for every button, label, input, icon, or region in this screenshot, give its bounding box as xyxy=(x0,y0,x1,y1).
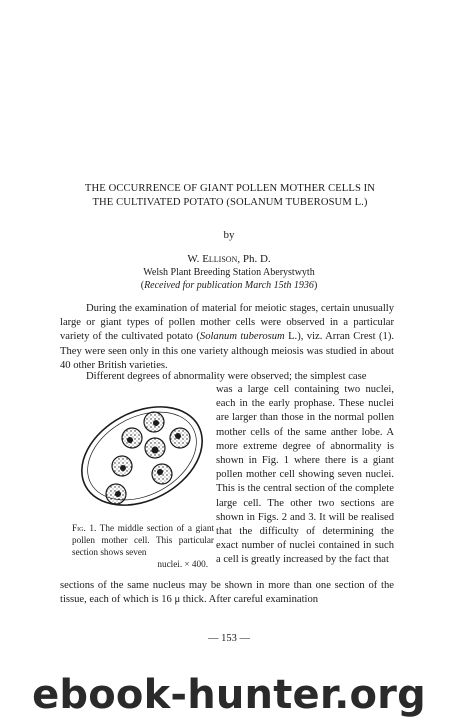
caption-label: Fig. 1. xyxy=(72,523,97,533)
by-line: by xyxy=(223,229,235,241)
figure-1-drawing xyxy=(74,398,210,514)
paper-title xyxy=(60,182,400,210)
affiliation: Welsh Plant Breeding Station Aberystwyth xyxy=(143,267,315,278)
para2-bottom-a: sections of the same nucleus may be shown in more than one section of the tissue, each of which is 16 xyxy=(60,580,394,606)
paragraph-2-first-line: Different degrees of abnormality were observed; the simplest case xyxy=(86,371,367,382)
mu-symbol: μ xyxy=(174,594,181,606)
para1-species: Solanum tuberosum xyxy=(199,331,285,343)
author-line xyxy=(0,253,458,265)
caption-text: The middle section of a giant pollen mother cell. This particular section shows seven xyxy=(72,523,214,557)
paragraph-2-continued xyxy=(60,579,394,607)
received-text: Received for publication March 15th 1936 xyxy=(144,280,314,291)
para2-bottom-b: thick. After careful examination xyxy=(180,594,319,606)
title-line-2: THE CULTIVATED POTATO (SOLANUM TUBEROSUM L.) xyxy=(92,197,368,208)
paragraph-2-wrapped-text: was a large cell containing two nuclei, each in the early prophase. These nuclei are larger than those in the normal pollen mother cells of the same anther lobe. A more extreme degree of abnormality is shown in Fig. 1 where there is a giant pollen mother cell showing seven nuclei. This is the central section of the complete large cell. The other two sections are shown in Figs. 2 and 3. It will be realised that the difficulty of determining the exact number of nuclei contained in such a cell is greatly increased by the fact that xyxy=(216,384,394,566)
caption-last-line: nuclei. × 400. xyxy=(157,559,208,569)
title-line-1: THE OCCURRENCE OF GIANT POLLEN MOTHER CELLS IN xyxy=(84,183,376,194)
para1-part-b: L.), viz. Arran Crest (1). They were seen only in this one variety although meiosis was studied in about 40 other British varieties. xyxy=(60,331,395,371)
author-surname: Ellison xyxy=(202,253,238,265)
giant-cell-illustration xyxy=(74,398,210,514)
author-degree: , Ph. D. xyxy=(237,253,271,265)
watermark-text: ebook-hunter.org xyxy=(32,672,426,718)
figure-1-caption xyxy=(72,522,214,570)
received-date xyxy=(0,280,458,291)
author-initial: W. xyxy=(187,253,200,265)
received-close: ) xyxy=(313,280,318,291)
nuclei-group xyxy=(106,412,190,504)
page-number: — 153 — xyxy=(208,633,250,644)
paragraph-1 xyxy=(60,302,394,373)
para1-part-a: During the examination of material for meiotic stages, certain unusually large or giant types of pollen mother cells were observed in a particular variety of the cultivated potato ( xyxy=(60,303,394,343)
received-open: ( xyxy=(140,280,145,291)
